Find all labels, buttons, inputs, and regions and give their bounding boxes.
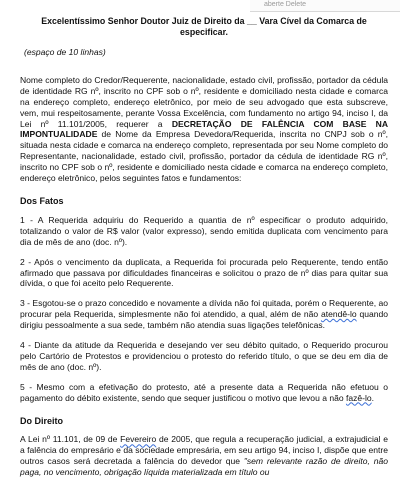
law-heading: Do Direito: [20, 415, 64, 426]
fact-item-2: 2 - Após o vencimento da duplicata, a Requerida foi procurada pelo Requerente, tendo então afirmado que passava por dificuldades financeiras e solicitou o prazo de nº dias para quitar sua dívida, o que foi aceito pelo Requerente.: [20, 256, 388, 289]
fact-3-text-a: 3 - Esgotou-se o prazo concedido e novamente a dívida não foi quitada, porém o Requerente, ao procurar pela Requerida, simplesmente não foi atendido, a qual, além de não: [20, 298, 388, 320]
fact-3-text-b: quando dirigiu pessoalmente a sua sede, também não atendia suas ligações telefônicas.: [20, 309, 388, 331]
document-body: [20, 16, 388, 478]
facts-heading: Dos Fatos: [20, 195, 64, 206]
document-title: Excelentíssimo Senhor Doutor Juiz de Direito da __ Vara Cível da Comarca de especificar.: [41, 16, 367, 37]
fact-item-5: [20, 382, 388, 404]
fact-5-spellcheck-word[interactable]: fazê-lo: [345, 392, 372, 403]
intro-paragraph: [20, 75, 388, 184]
fact-item-4: 4 - Diante da atitude da Requerida e desejando ver seu débito quitado, o Requerido procurou pelo Cartório de Protestos e providenciou o protesto do referido título, o que se deu em dia de mês de ano (doc. nº).: [20, 340, 388, 372]
law-text-a: A Lei nº 11.101, de 09 de: [20, 434, 121, 445]
intro-text-part2: de Nome da Empresa Devedora/Requerida, inscrita no CNPJ sob o nº, situada nesta cidade e comarca na endereço completo, representada por seu Nome completo do Representante, nacionalidade, estado civil, profissão, portador da cédula de identidade RG nº, inscrito no CPF sob o nº, residente e domiciliado nesta cidade e comarca na endereço completo, endereço eletrônico, pelos seguintes fatos e fundamentos:: [20, 129, 388, 184]
law-quote-italic: "sem relevante razão de direito, não paga, no vencimento, obrigação líquida materializada em título ou: [20, 456, 388, 478]
law-text-b: de 2005, que regula a recuperação judicial, a extrajudicial e a falência do empresário e da sociedade empresária, em seu artigo 94, inciso I, dispõe que entre outros casos será decretada a falência do devedor que: [20, 434, 388, 467]
fact-item-1: 1 - A Requerida adquiriu do Requerido a quantia de nº especificar o produto adquirido, totalizando o valor de R$ valor (valor expresso), sendo emitida duplicata com vencimento para dia de mês de ano (doc. nº).: [20, 214, 388, 247]
document-tab-label: aberte Delete: [250, 0, 400, 12]
fact-item-3: [20, 298, 388, 331]
law-spellcheck-word[interactable]: Fevereiro: [120, 434, 157, 445]
spacing-note: (espaço de 10 linhas): [24, 47, 106, 57]
fact-3-spellcheck-word[interactable]: atendê-lo: [320, 309, 357, 320]
intro-bold-request: DECRETAÇÃO DE FALÊNCIA COM BASE NA IMPONTUALIDADE: [20, 118, 388, 140]
intro-text-part1: Nome completo do Credor/Requerente, nacionalidade, estado civil, profissão, portador da cédula de identidade RG nº, inscrito no CPF sob o nº, residente e domiciliado nesta cidade e comarca na endereço completo, endereço eletrônico, por meio de seu advogado que esta subscreve, vem, mui respeitosamente, perante Vossa Excelência, com fundamento no artigo 94, inciso I, da Lei nº 11.101/2005, requerer a: [20, 74, 388, 129]
law-paragraph: [20, 434, 388, 478]
fact-5-text-a: 5 - Mesmo com a efetivação do protesto, até a presente data a Requerida não efetuou o pagamento do débito existente, sendo que sequer justificou o motivo que levou a não: [20, 381, 388, 403]
fact-5-text-b: .: [371, 392, 374, 403]
